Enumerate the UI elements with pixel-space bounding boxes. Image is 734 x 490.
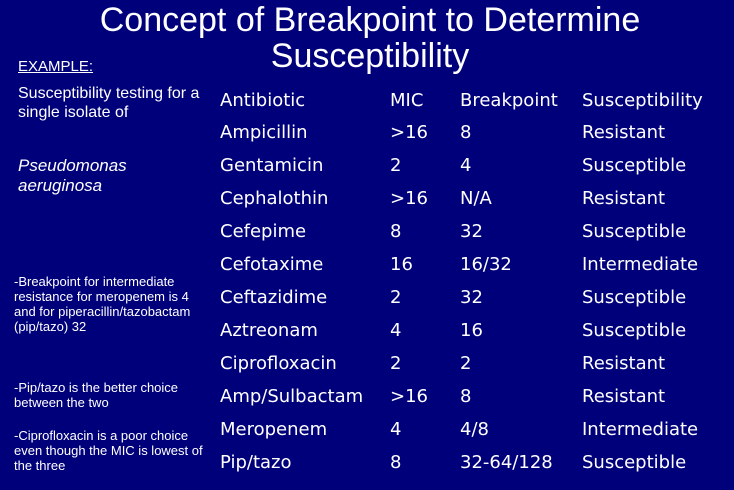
cell-breakpoint: 32-64/128 [460,452,553,473]
cell-breakpoint: 8 [460,386,472,407]
note-piptazo: -Pip/tazo is the better choice between the two [14,380,179,410]
cell-breakpoint: 4/8 [460,419,489,440]
cell-antibiotic: Gentamicin [220,155,324,176]
cell-susceptibility: Resistant [582,353,666,374]
cell-mic: 4 [390,419,402,440]
cell-mic: 2 [390,287,402,308]
cell-mic: 2 [390,155,402,176]
cell-susceptibility: Susceptible [582,155,687,176]
cell-breakpoint: N/A [460,188,492,209]
table-row [214,413,718,446]
table-row [214,347,718,380]
table-header-row [214,84,718,116]
table-row [214,182,718,215]
example-label: EXAMPLE: [18,58,94,75]
cell-susceptibility: Resistant [582,386,666,407]
cell-mic: >16 [390,188,428,209]
cell-breakpoint: 16/32 [460,254,512,275]
note-breakpoint: -Breakpoint for intermediate resistance for meropenem is 4 and for piperacillin/tazobactam (pip/tazo) 32 [14,274,191,334]
cell-mic: 16 [390,254,413,275]
cell-susceptibility: Intermediate [582,254,699,275]
cell-susceptibility: Susceptible [582,287,687,308]
header-antibiotic: Antibiotic [220,89,306,111]
cell-antibiotic: Ampicillin [220,122,308,143]
cell-antibiotic: Pip/tazo [220,452,292,473]
cell-mic: 8 [390,452,402,473]
table-row [214,215,718,248]
cell-antibiotic: Ceftazidime [220,287,328,308]
cell-antibiotic: Ciprofloxacin [220,353,337,374]
table-row [214,446,718,479]
table-row [214,281,718,314]
table-row [214,116,718,149]
table-row [214,380,718,413]
cell-antibiotic: Meropenem [220,419,328,440]
cell-mic: 4 [390,320,402,341]
cell-susceptibility: Intermediate [582,419,699,440]
cell-antibiotic: Cephalothin [220,188,329,209]
susceptibility-table [214,84,718,479]
cell-antibiotic: Aztreonam [220,320,318,341]
table-row [214,149,718,182]
organism-name: Pseudomonas aeruginosa [18,156,127,195]
cell-mic: 8 [390,221,402,242]
cell-mic: 2 [390,353,402,374]
header-mic: MIC [390,89,424,111]
cell-breakpoint: 32 [460,221,483,242]
cell-breakpoint: 2 [460,353,472,374]
table-row [214,248,718,281]
cell-susceptibility: Resistant [582,122,666,143]
cell-susceptibility: Susceptible [582,452,687,473]
header-breakpoint: Breakpoint [460,89,558,111]
slide-title [60,2,680,74]
cell-breakpoint: 8 [460,122,472,143]
description-text: Susceptibility testing for a single isolate of [18,85,200,121]
cell-antibiotic: Cefepime [220,221,307,242]
cell-breakpoint: 32 [460,287,483,308]
cell-breakpoint: 16 [460,320,483,341]
cell-mic: >16 [390,122,428,143]
cell-susceptibility: Susceptible [582,320,687,341]
slide-title-line-2: Susceptibility [270,37,470,75]
cell-antibiotic: Amp/Sulbactam [220,386,364,407]
cell-susceptibility: Resistant [582,188,666,209]
note-ciprofloxacin: -Ciprofloxacin is a poor choice even though the MIC is lowest of the three [14,428,203,473]
cell-antibiotic: Cefotaxime [220,254,324,275]
header-susceptibility: Susceptibility [582,89,703,111]
cell-mic: >16 [390,386,428,407]
table-row [214,314,718,347]
slide-title-line-1: Concept of Breakpoint to Determine [99,1,641,39]
cell-breakpoint: 4 [460,155,472,176]
cell-susceptibility: Susceptible [582,221,687,242]
